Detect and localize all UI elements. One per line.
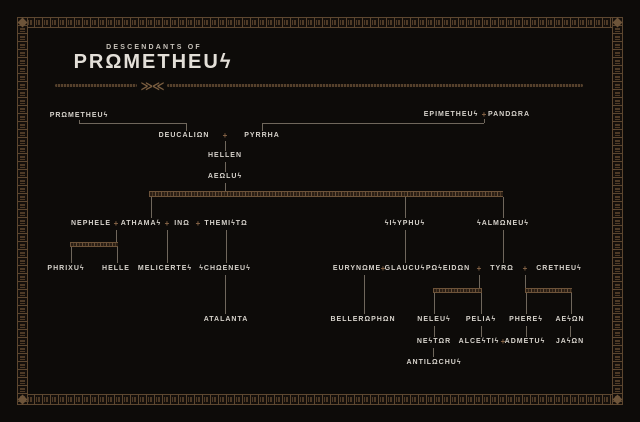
person-athamas: ATHAMAϟ — [120, 220, 162, 227]
person-prometheus: PRΩMETHEUϟ — [49, 112, 109, 119]
person-tyro: TYRΩ — [490, 265, 514, 272]
connector-line — [364, 275, 365, 314]
person-neleus: NELEUϟ — [417, 316, 451, 323]
person-aeson: AEϟΩN — [555, 316, 585, 323]
connector-line — [481, 326, 482, 337]
person-salmoneus: ϟALMΩNEUϟ — [477, 220, 529, 227]
person-sisyphus: ϟIϟYPHUϟ — [384, 220, 426, 227]
connector-line — [151, 197, 152, 218]
connector-line — [434, 326, 435, 337]
connector-line — [79, 123, 187, 124]
connector-line — [433, 348, 434, 357]
connector-line — [117, 247, 118, 263]
person-eurynome: EURYNΩME — [332, 265, 382, 272]
divider-rope-right — [167, 84, 583, 87]
person-cretheus: CRETHEUϟ — [536, 265, 582, 272]
connector-line — [479, 275, 480, 288]
person-nestor: NEϟTΩR — [416, 338, 452, 345]
connector-line — [116, 230, 117, 242]
connector-line — [481, 293, 482, 314]
union-plus: + — [380, 264, 386, 273]
connector-line — [167, 230, 168, 263]
person-schoeneus: ϟCHΩENEUϟ — [199, 265, 251, 272]
page-title: PRΩMETHEUϟ — [73, 51, 233, 73]
generation-bar-tyro-cretheus-children — [525, 288, 572, 293]
person-jason: JAϟΩN — [555, 338, 585, 345]
person-hellen: HELLEN — [208, 152, 242, 159]
person-pelias: PELIAϟ — [465, 316, 497, 323]
connector-line — [186, 123, 187, 131]
person-glaucus: GLAUCUϟ — [384, 265, 426, 272]
person-ino: INΩ — [174, 220, 190, 227]
person-antilochus: ANTILΩCHUϟ — [406, 359, 462, 366]
connector-line — [225, 183, 226, 191]
person-deucalion: DEUCALIΩN — [158, 132, 210, 139]
generation-bar-aeolus-children — [149, 191, 503, 197]
connector-line — [571, 293, 572, 314]
generation-bar-nephele-athamas-children — [70, 242, 118, 247]
greek-key-border-right — [612, 17, 623, 405]
greek-key-border-top — [17, 17, 623, 28]
union-plus: + — [476, 264, 482, 273]
connector-line — [405, 230, 406, 263]
connector-line — [503, 197, 504, 218]
person-bellerophon: BELLERΩPHΩN — [330, 316, 396, 323]
union-plus: + — [522, 264, 528, 273]
union-plus: + — [195, 219, 201, 228]
person-epimetheus: EPIMETHEUϟ — [423, 111, 479, 118]
connector-line — [225, 162, 226, 172]
greek-key-border-left — [17, 17, 28, 405]
union-plus: + — [500, 337, 506, 346]
person-melicertes: MELICERTEϟ — [137, 265, 193, 272]
greek-key-border-bottom — [17, 394, 623, 405]
person-helle: HELLE — [102, 265, 130, 272]
divider-rope-left — [55, 84, 137, 87]
person-aeolus: AEΩLUϟ — [207, 173, 243, 180]
person-alcestis: ALCEϟTIϟ — [458, 338, 500, 345]
union-plus: + — [481, 110, 487, 119]
generation-bar-poseidon-tyro-children — [433, 288, 482, 293]
connector-line — [570, 326, 571, 337]
connector-line — [526, 293, 527, 314]
connector-line — [262, 123, 263, 131]
person-poseidon: PΩϟEIDΩN — [425, 265, 471, 272]
connector-line — [226, 230, 227, 263]
person-nephele: NEPHELE — [70, 220, 112, 227]
connector-line — [225, 275, 226, 314]
connector-line — [262, 123, 484, 124]
connector-line — [434, 293, 435, 314]
connector-line — [525, 275, 526, 288]
union-plus: + — [222, 131, 228, 140]
divider-ornament-icon: ≫≪ — [140, 79, 164, 93]
connector-line — [484, 119, 485, 123]
person-themisto: THEMIϟTΩ — [204, 220, 248, 227]
connector-line — [503, 230, 504, 263]
person-phrixus: PHRIXUϟ — [47, 265, 85, 272]
kicker-text: DESCENDANTS OF — [106, 44, 202, 51]
connector-line — [526, 326, 527, 337]
connector-line — [405, 197, 406, 218]
connector-line — [225, 141, 226, 151]
person-pyrrha: PYRRHA — [244, 132, 280, 139]
union-plus: + — [113, 219, 119, 228]
person-pandora: PANDΩRA — [487, 111, 531, 118]
person-admetus: ADMETUϟ — [504, 338, 546, 345]
connector-line — [71, 247, 72, 263]
person-atalanta: ATALANTA — [203, 316, 249, 323]
union-plus: + — [164, 219, 170, 228]
person-pheres: PHEREϟ — [509, 316, 543, 323]
